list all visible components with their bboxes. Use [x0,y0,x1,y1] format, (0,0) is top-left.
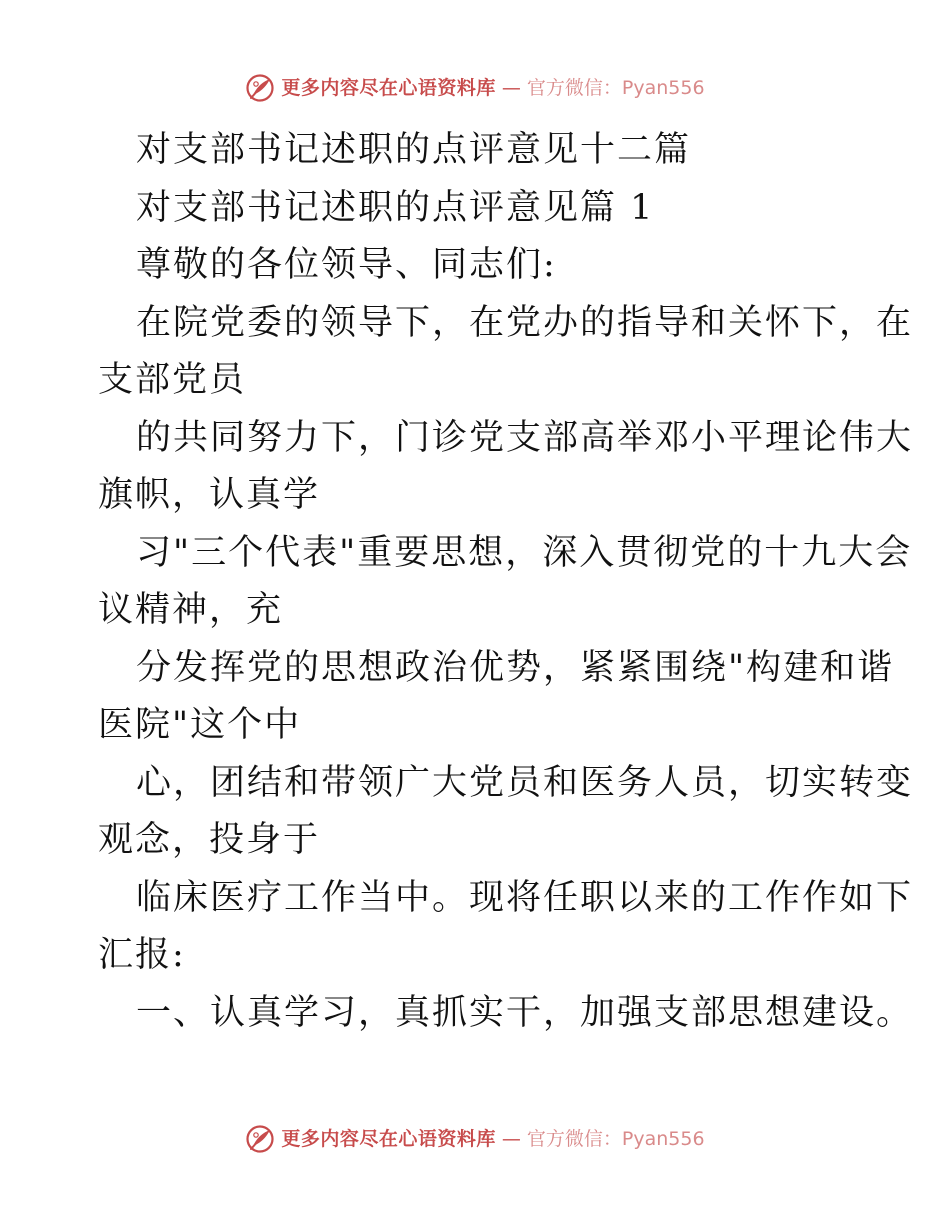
paragraph-line: 习"三个代表"重要思想，深入贯彻党的十九大会 [136,532,913,573]
paragraph-line: 支部党员 [98,360,247,400]
watermark-wechat-text: 官方微信：Pyan556 [526,77,705,99]
watermark-wechat-text: 官方微信：Pyan556 [526,1128,705,1150]
paragraph-line: 的共同努力下，门诊党支部高举邓小平理论伟大 [136,417,914,458]
paragraph-line: 旗帜，认真学 [98,475,321,515]
paragraph-line: 分发挥党的思想政治优势，紧紧围绕"构建和谐 [136,647,895,688]
paragraph-line: 议精神，充 [98,590,284,630]
watermark-main-text: 更多内容尽在心语资料库 [281,77,496,99]
watermark-dash: — [501,77,521,99]
paragraph-line: 医院"这个中 [98,705,302,745]
section-heading: 对支部书记述职的点评意见篇 1 [136,187,655,228]
paragraph-line: 临床医疗工作当中。现将任职以来的工作作如下 [136,877,914,918]
section-heading-1: 一、认真学习，真抓实干，加强支部思想建设。 [136,992,914,1033]
paragraph-line: 观念，投身于 [98,820,321,860]
feather-pen-logo-icon [245,73,275,103]
watermark-main-text: 更多内容尽在心语资料库 [281,1128,496,1150]
paragraph-line: 汇报: [98,935,186,975]
feather-pen-logo-icon [245,1124,275,1154]
watermark-dash: — [501,1128,521,1150]
document-body [98,122,914,1042]
document-title: 对支部书记述职的点评意见十二篇 [136,130,692,170]
paragraph-line: 心，团结和带领广大党员和医务人员，切实转变 [136,762,914,803]
footer-watermark [0,1124,950,1154]
header-watermark [0,73,950,103]
paragraph-line: 在院党委的领导下，在党办的指导和关怀下，在 [136,302,914,343]
salutation: 尊敬的各位领导、同志们: [136,245,557,285]
